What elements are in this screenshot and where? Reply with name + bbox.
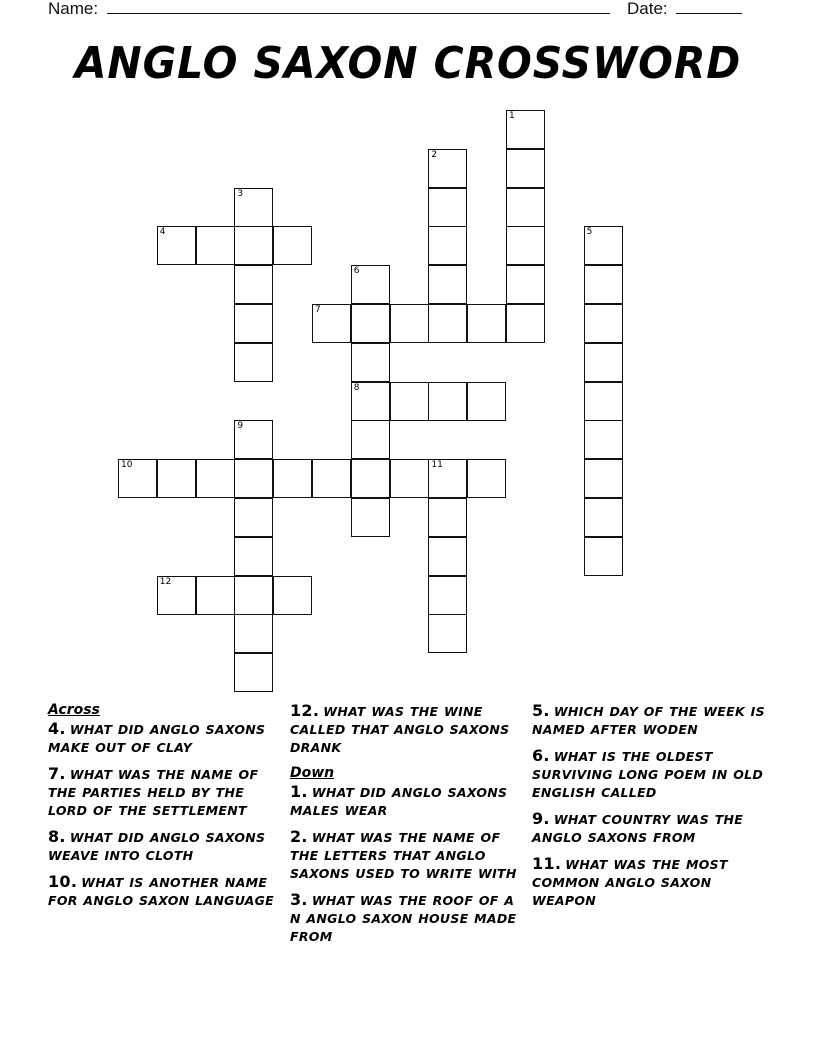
cell-number: 4 <box>159 227 166 238</box>
clue-down-6 <box>532 747 768 802</box>
clues-column-1 <box>48 702 284 918</box>
grid-cell[interactable] <box>428 537 467 576</box>
grid-cell[interactable] <box>506 304 545 343</box>
grid-cell[interactable] <box>428 459 467 498</box>
grid-cell[interactable] <box>234 498 273 537</box>
grid-cell[interactable] <box>428 498 467 537</box>
clue-text: WHAT DID ANGLO SAXONS WEAVE INTO CLOTH <box>48 830 266 863</box>
clue-across-10 <box>48 873 284 910</box>
clue-text: WHAT DID ANGLO SAXONS MALES WEAR <box>290 785 508 818</box>
clue-across-8 <box>48 828 284 865</box>
grid-cell[interactable] <box>312 459 351 498</box>
clue-number: 6. <box>532 746 550 765</box>
grid-cell[interactable] <box>506 265 545 304</box>
clue-text: WHAT WAS THE ROOF OF A N ANGLO SAXON HOUSE MADE FROM <box>290 893 517 944</box>
grid-cell[interactable] <box>273 576 312 615</box>
grid-cell[interactable] <box>351 343 390 382</box>
grid-cell[interactable] <box>584 265 623 304</box>
clue-text: WHAT IS ANOTHER NAME FOR ANGLO SAXON LANGUAGE <box>48 875 274 908</box>
clue-text: WHAT IS THE OLDEST SURVIVING LONG POEM IN OLD ENGLISH CALLED <box>532 749 764 800</box>
grid-cell[interactable] <box>584 226 623 265</box>
clue-down-11 <box>532 855 768 910</box>
grid-cell[interactable] <box>234 420 273 459</box>
clue-down-3 <box>290 891 526 946</box>
name-label: Name: <box>48 0 99 18</box>
clue-across-4 <box>48 720 284 757</box>
grid-cell[interactable] <box>467 459 506 498</box>
clue-number: 9. <box>532 809 550 828</box>
grid-cell[interactable] <box>234 265 273 304</box>
clue-across-7 <box>48 765 284 820</box>
grid-cell[interactable] <box>390 382 429 421</box>
grid-cell[interactable] <box>428 149 467 188</box>
clues-column-3 <box>532 702 768 918</box>
grid-cell[interactable] <box>506 226 545 265</box>
grid-cell[interactable] <box>273 226 312 265</box>
grid-cell[interactable] <box>584 537 623 576</box>
grid-cell[interactable] <box>351 265 390 304</box>
clue-number: 5. <box>532 701 550 720</box>
cell-number: 11 <box>431 460 443 471</box>
grid-cell[interactable] <box>234 188 273 227</box>
grid-cell[interactable] <box>428 226 467 265</box>
clue-number: 4. <box>48 719 66 738</box>
grid-cell[interactable] <box>351 459 390 498</box>
clue-number: 12. <box>290 701 320 720</box>
clue-down-9 <box>532 810 768 847</box>
grid-cell[interactable] <box>584 304 623 343</box>
grid-cell[interactable] <box>351 382 390 421</box>
clue-text: WHAT WAS THE NAME OF THE LETTERS THAT ANGLO SAXONS USED TO WRITE WITH <box>290 830 517 881</box>
cell-number: 1 <box>509 111 515 121</box>
grid-cell[interactable] <box>234 304 273 343</box>
grid-cell[interactable] <box>234 226 273 265</box>
clue-down-5 <box>532 702 768 739</box>
grid-cell[interactable] <box>506 149 545 188</box>
clue-down-2 <box>290 828 526 883</box>
clue-number: 11. <box>532 854 562 873</box>
clue-text: WHAT COUNTRY WAS THE ANGLO SAXONS FROM <box>532 812 744 845</box>
clue-number: 2. <box>290 827 308 846</box>
grid-cell[interactable] <box>584 459 623 498</box>
date-label: Date: <box>627 0 668 18</box>
grid-cell[interactable] <box>467 304 506 343</box>
cell-number: 3 <box>237 188 244 199</box>
clue-down-1 <box>290 783 526 820</box>
grid-cell[interactable] <box>584 343 623 382</box>
clue-text: WHICH DAY OF THE WEEK IS NAMED AFTER WODEN <box>532 704 765 737</box>
grid-cell[interactable] <box>390 304 429 343</box>
grid-cell[interactable] <box>234 537 273 576</box>
grid-cell[interactable] <box>157 226 196 265</box>
grid-cell[interactable] <box>390 459 429 498</box>
cell-number: 10 <box>121 460 133 471</box>
grid-cell[interactable] <box>351 304 390 343</box>
clue-across-12 <box>290 702 526 757</box>
grid-cell[interactable] <box>506 110 545 149</box>
grid-cell[interactable] <box>118 459 157 498</box>
cell-number: 8 <box>353 382 360 393</box>
grid-cell[interactable] <box>234 614 273 653</box>
clue-text: WHAT DID ANGLO SAXONS MAKE OUT OF CLAY <box>48 722 266 755</box>
grid-cell[interactable] <box>196 576 235 615</box>
grid-cell[interactable] <box>351 420 390 459</box>
grid-cell[interactable] <box>157 576 196 615</box>
clue-number: 8. <box>48 827 66 846</box>
grid-cell[interactable] <box>467 382 506 421</box>
grid-cell[interactable] <box>584 498 623 537</box>
cell-number: 9 <box>237 421 244 432</box>
grid-cell[interactable] <box>273 459 312 498</box>
clue-number: 3. <box>290 890 308 909</box>
grid-cell[interactable] <box>584 420 623 459</box>
cell-number: 2 <box>431 149 438 160</box>
grid-cell[interactable] <box>234 576 273 615</box>
grid-cell[interactable] <box>584 382 623 421</box>
clue-text: WHAT WAS THE MOST COMMON ANGLO SAXON WEAPON <box>532 857 728 908</box>
grid-cell[interactable] <box>351 498 390 537</box>
grid-cell[interactable] <box>428 304 467 343</box>
grid-cell[interactable] <box>234 343 273 382</box>
clues-column-2 <box>290 702 526 954</box>
clue-text: WHAT WAS THE NAME OF THE PARTIES HELD BY THE LORD OF THE SETTLEMENT <box>48 767 259 818</box>
cell-number: 12 <box>159 576 172 587</box>
clue-text: WHAT WAS THE WINE CALLED THAT ANGLO SAXONS DRANK <box>290 704 510 755</box>
cell-number: 5 <box>586 227 593 238</box>
grid-cell[interactable] <box>506 188 545 227</box>
cell-number: 6 <box>353 266 360 277</box>
down-heading: Down <box>290 765 335 781</box>
page-title: ANGLO SAXON CROSSWORD <box>74 38 742 89</box>
grid-cell[interactable] <box>428 265 467 304</box>
clue-number: 1. <box>290 782 308 801</box>
grid-cell[interactable] <box>196 226 235 265</box>
grid-cell[interactable] <box>157 459 196 498</box>
clue-number: 10. <box>48 872 78 891</box>
grid-cell[interactable] <box>234 459 273 498</box>
grid-cell[interactable] <box>312 304 351 343</box>
clue-number: 7. <box>48 764 66 783</box>
grid-cell[interactable] <box>234 653 273 692</box>
grid-cell[interactable] <box>428 614 467 653</box>
cell-number: 7 <box>315 305 321 315</box>
across-heading: Across <box>48 702 100 718</box>
grid-cell[interactable] <box>428 188 467 227</box>
grid-cell[interactable] <box>196 459 235 498</box>
grid-cell[interactable] <box>428 382 467 421</box>
grid-cell[interactable] <box>428 576 467 615</box>
